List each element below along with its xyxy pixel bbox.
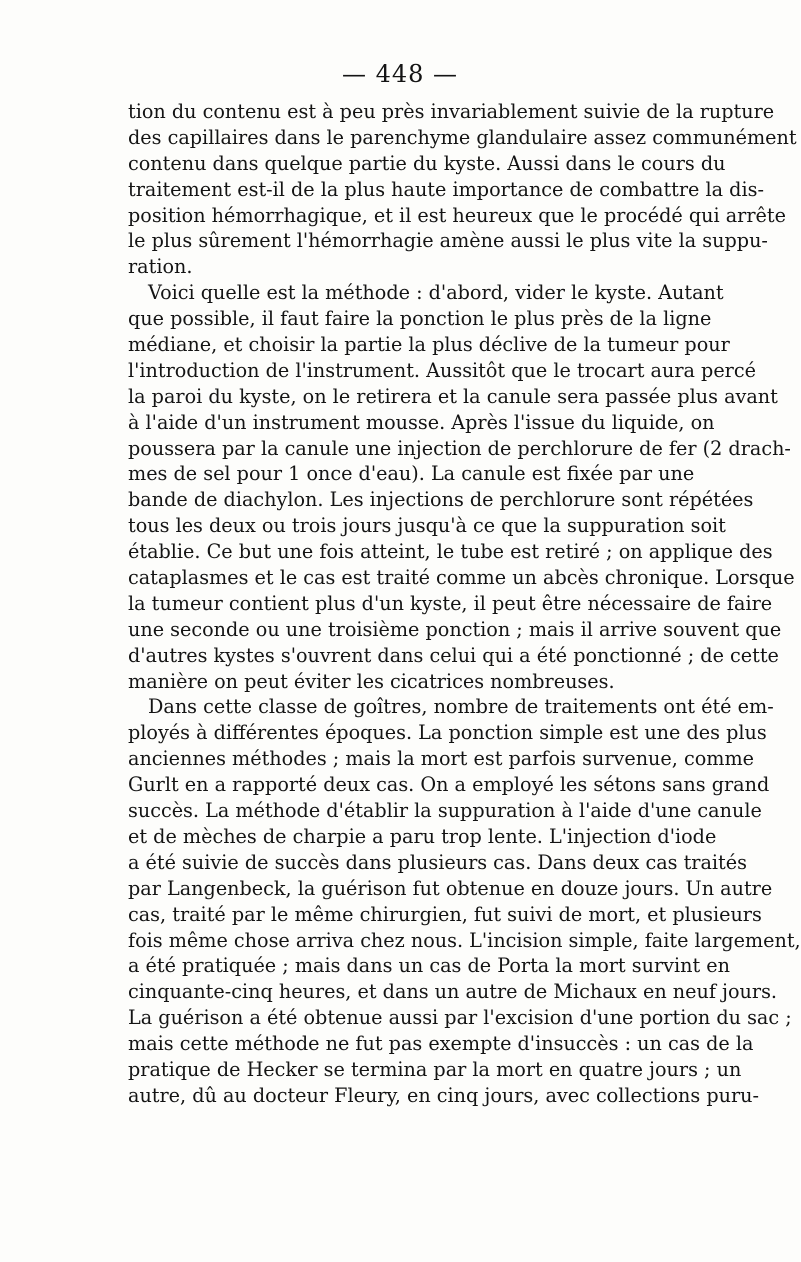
paragraph <box>128 694 801 1108</box>
text-line: fois même chose arriva chez nous. L'incision simple, faite largement, <box>128 928 801 952</box>
text-line: ration. <box>128 255 193 279</box>
page-number: — 448 — <box>341 60 459 88</box>
text-line: Voici quelle est la méthode : d'abord, vider le kyste. Autant <box>148 281 724 305</box>
text-line: et de mèches de charpie a paru trop lente. L'injection d'iode <box>128 824 717 848</box>
text-line: Gurlt en a rapporté deux cas. On a employé les sétons sans grand <box>128 773 770 797</box>
text-line: à l'aide d'un instrument mousse. Après l'issue du liquide, on <box>128 410 715 434</box>
text-line: traitement est-il de la plus haute importance de combattre la dis- <box>128 177 764 201</box>
text-line: établie. Ce but une fois atteint, le tube est retiré ; on applique des <box>128 540 773 564</box>
text-line: contenu dans quelque partie du kyste. Aussi dans le cours du <box>128 151 726 175</box>
text-line: ployés à différentes époques. La ponction simple est une des plus <box>128 721 767 745</box>
text-line: a été suivie de succès dans plusieurs cas. Dans deux cas traités <box>128 850 747 874</box>
text-line: manière on peut éviter les cicatrices nombreuses. <box>128 669 615 693</box>
text-line: La guérison a été obtenue aussi par l'excision d'une portion du sac ; <box>128 1006 792 1030</box>
text-line: la paroi du kyste, on le retirera et la canule sera passée plus avant <box>128 384 778 408</box>
text-line: poussera par la canule une injection de perchlorure de fer (2 drach- <box>128 436 791 460</box>
text-line: la tumeur contient plus d'un kyste, il peut être nécessaire de faire <box>128 591 773 615</box>
text-line: bande de diachylon. Les injections de perchlorure sont répétées <box>128 488 754 512</box>
text-line: autre, dû au docteur Fleury, en cinq jours, avec collections puru- <box>128 1083 759 1107</box>
text-line: mais cette méthode ne fut pas exempte d'insuccès : un cas de la <box>128 1032 754 1056</box>
text-line: anciennes méthodes ; mais la mort est parfois survenue, comme <box>128 747 755 771</box>
text-line: tous les deux ou trois jours jusqu'à ce que la suppuration soit <box>128 514 726 538</box>
text-line: Dans cette classe de goîtres, nombre de traitements ont été em- <box>148 695 774 719</box>
text-line: a été pratiquée ; mais dans un cas de Porta la mort survint en <box>128 954 730 978</box>
text-line: l'introduction de l'instrument. Aussitôt que le trocart aura percé <box>128 358 756 382</box>
paragraph <box>128 280 795 694</box>
text-line: par Langenbeck, la guérison fut obtenue en douze jours. Un autre <box>128 876 773 900</box>
text-line: que possible, il faut faire la ponction le plus près de la ligne <box>128 307 712 331</box>
text-line: cataplasmes et le cas est traité comme un abcès chronique. Lorsque <box>128 566 795 590</box>
text-line: d'autres kystes s'ouvrent dans celui qui a été ponctionné ; de cette <box>128 643 779 667</box>
text-line: succès. La méthode d'établir la suppuration à l'aide d'une canule <box>128 799 762 823</box>
text-line: cinquante-cinq heures, et dans un autre de Michaux en neuf jours. <box>128 980 778 1004</box>
text-line: pratique de Hecker se termina par la mort en quatre jours ; un <box>128 1057 742 1081</box>
text-line: médiane, et choisir la partie la plus déclive de la tumeur pour <box>128 333 730 357</box>
body-text <box>128 99 801 1109</box>
text-line: une seconde ou une troisième ponction ; mais il arrive souvent que <box>128 617 782 641</box>
text-line: des capillaires dans le parenchyme glandulaire assez communément <box>128 125 797 149</box>
text-line: cas, traité par le même chirurgien, fut suivi de mort, et plusieurs <box>128 902 762 926</box>
text-line: mes de sel pour 1 once d'eau). La canule est fixée par une <box>128 462 695 486</box>
text-line: position hémorrhagique, et il est heureux que le procédé qui arrête <box>128 203 786 227</box>
text-line: tion du contenu est à peu près invariablement suivie de la rupture <box>128 100 775 123</box>
text-line: le plus sûrement l'hémorrhagie amène aussi le plus vite la suppu- <box>128 229 768 253</box>
paragraph <box>128 99 797 280</box>
